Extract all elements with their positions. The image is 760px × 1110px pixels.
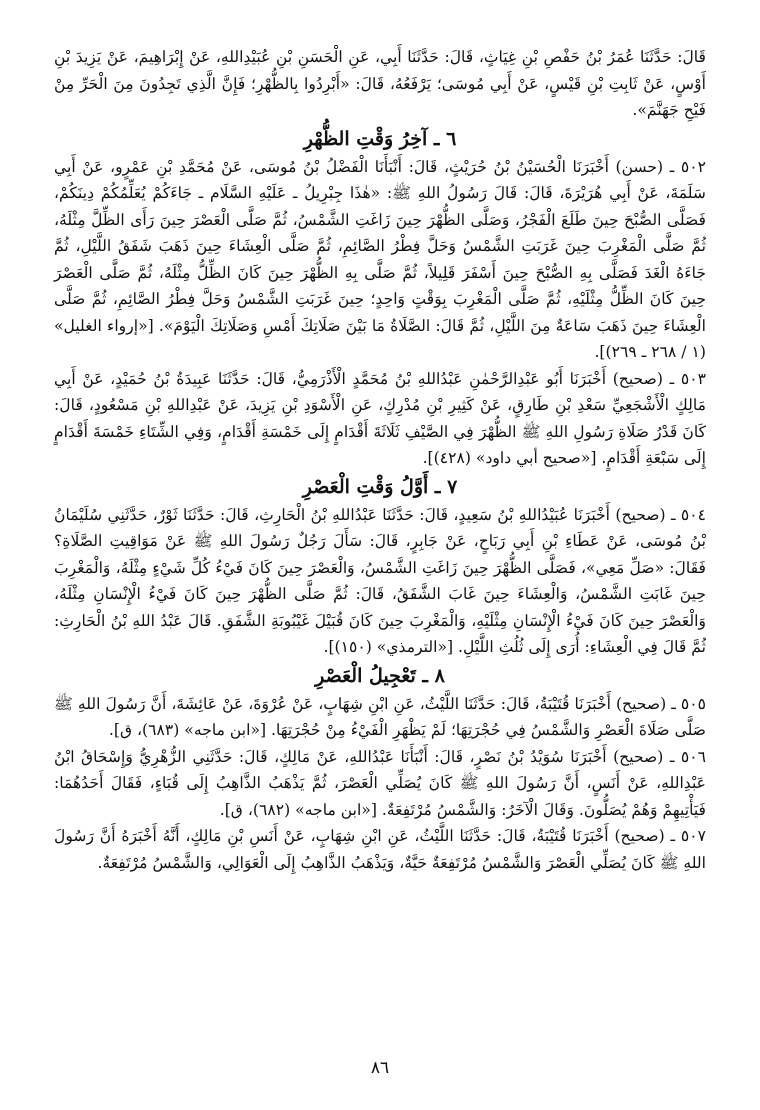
hadith-506: ٥٠٦ ـ (صحيح) أَخْبَرَنَا سُوَيْدُ بْنُ نَصْرٍ، قَالَ: أَنْبَأَنَا عَبْدُاللهِ، عَنْ مَالِكٍ، قَالَ: حَدَّثَنِي الزُّهْرِيُّ وَإِسْحَاقُ ابْنُ عَبْدِاللهِ، عَنْ أَنَسٍ، أَنَّ رَسُولَ اللهِ ﷺ كَانَ يُصَلِّي الْعَصْرَ، ثُمَّ يَذْهَبُ الذَّاهِبُ إِلَى قُبَاءٍ، فَقَالَ أَحَدُهُمَا: فَيَأْتِيهِمْ وَهُمْ يُصَلُّونَ. وَقَالَ الْآخَرُ: وَالشَّمْسُ مُرْتَفِعَةٌ. [«ابن ماجه» (٦٨٢)، ق]. [54,747,706,819]
hadith-503: ٥٠٣ ـ (صحيح) أَخْبَرَنَا أَبُو عَبْدِالرَّحْمٰنِ عَبْدُاللهِ بْنُ مُحَمَّدٍ الْأَذْرَمِيُّ، قَالَ: حَدَّثَنَا عَبِيدَةُ بْنُ حُمَيْدٍ، عَنْ أَبِي مَالِكٍ الْأَشْجَعِيِّ سَعْدِ بْنِ طَارِقٍ، عَنْ كَثِيرِ بْنِ مُدْرِكٍ، عَنِ الْأَسْوَدِ بْنِ يَزِيدَ، عَنْ عَبْدِاللهِ بْنِ مَسْعُودٍ، قَالَ: كَانَ قَدْرُ صَلَاةِ رَسُولِ اللهِ ﷺ الظُّهْرَ فِي الصَّيْفِ ثَلَاثَةَ أَقْدَامٍ إِلَى خَمْسَةِ أَقْدَامٍ، وَفِي الشِّتَاءِ خَمْسَةَ أَقْدَامٍ إِلَى سَبْعَةِ أَقْدَامٍ. [«صحيح أبي داود» (٤٢٨)]. [54,369,706,467]
paragraph-continuation: قَالَ: حَدَّثَنَا عُمَرُ بْنُ حَفْصِ بْنِ غِيَاثٍ، قَالَ: حَدَّثَنَا أَبِي، عَنِ الْحَسَنِ بْنِ عُبَيْدِاللهِ، عَنْ إِبْرَاهِيمَ، عَنْ يَزِيدَ بْنِ أَوْسٍ، عَنْ ثَابِتِ بْنِ قَيْسٍ، عَنْ أَبِي مُوسَى؛ يَرْفَعُهُ، قَالَ: «أَبْرِدُوا بِالظُّهْرِ؛ فَإِنَّ الَّذِي تَجِدُونَ مِنَ الْحَرِّ مِنْ فَيْحِ جَهَنَّمَ». [54,48,706,119]
hadith-504: ٥٠٤ ـ (صحيح) أَخْبَرَنَا عُبَيْدُاللهِ بْنُ سَعِيدٍ، قَالَ: حَدَّثَنَا عَبْدُاللهِ بْنُ الْحَارِثِ، قَالَ: حَدَّثَنَا ثَوْرٌ، حَدَّثَنِي سُلَيْمَانُ بْنُ مُوسَى، عَنْ عَطَاءِ بْنِ أَبِي رَبَاحٍ، عَنْ جَابِرٍ، قَالَ: سَأَلَ رَجُلٌ رَسُولَ اللهِ ﷺ عَنْ مَوَاقِيتِ الصَّلَاةِ؟ فَقَالَ: «صَلِّ مَعِي»، فَصَلَّى الظُّهْرَ حِينَ زَاغَتِ الشَّمْسُ، وَالْعَصْرَ حِينَ كَانَ فَيْءُ كُلِّ شَيْءٍ مِثْلَهُ، وَالْمَغْرِبَ حِينَ غَابَتِ الشَّمْسُ، وَالْعِشَاءَ حِينَ غَابَ الشَّفَقُ، قَالَ: ثُمَّ صَلَّى الظُّهْرَ حِينَ كَانَ فَيْءُ الْإِنْسَانِ مِثْلَهُ، وَالْعَصْرَ حِينَ كَانَ فَيْءُ الْإِنْسَانِ مِثْلَيْهِ، وَالْمَغْرِبَ حِينَ كَانَ قُبَيْلَ غَيْبُوبَةِ الشَّفَقِ. قَالَ عَبْدُ اللهِ بْنُ الْحَارِثِ: ثُمَّ قَالَ فِي الْعِشَاءِ: أُرَى إِلَى ثُلُثِ اللَّيْلِ. [«الترمذي» (١٥٠)]. [54,505,706,656]
hadith-505: ٥٠٥ ـ (صحيح) أَخْبَرَنَا قُتَيْبَةُ، قَالَ: حَدَّثَنَا اللَّيْثُ، عَنِ ابْنِ شِهَابٍ، عَنْ عُرْوَةَ، عَنْ عَائِشَةَ، أَنَّ رَسُولَ اللهِ ﷺ صَلَّى صَلَاةَ الْعَصْرِ وَالشَّمْسُ فِي حُجْرَتِهَا؛ لَمْ يَظْهَرِ الْفَيْءُ مِنْ حُجْرَتِهَا. [«ابن ماجه» (٦٨٣)، ق]. [54,694,706,739]
page-body [54,44,706,876]
hadith-507: ٥٠٧ ـ (صحيح) أَخْبَرَنَا قُتَيْبَةُ، قَالَ: حَدَّثَنَا اللَّيْثُ، عَنِ ابْنِ شِهَابٍ، عَنْ أَنَسِ بْنِ مَالِكٍ، أَنَّهُ أَخْبَرَهُ أَنَّ رَسُولَ اللهِ ﷺ كَانَ يُصَلِّي الْعَصْرَ وَالشَّمْسُ مُرْتَفِعَةٌ حَيَّةٌ، وَيَذْهَبُ الذَّاهِبُ إِلَى الْعَوَالِي، وَالشَّمْسُ مُرْتَفِعَةٌ. [54,827,706,872]
page-number: ٨٦ [370,1058,390,1078]
hadith-502: ٥٠٢ ـ (حسن) أَخْبَرَنَا الْحُسَيْنُ بْنُ حُرَيْثٍ، قَالَ: أَنْبَأَنَا الْفَضْلُ بْنُ مُوسَى، عَنْ مُحَمَّدِ بْنِ عَمْرٍو، عَنْ أَبِي سَلَمَةَ، عَنْ أَبِي هُرَيْرَةَ، قَالَ: قَالَ رَسُولُ اللهِ ﷺ: «هٰذَا جِبْرِيلُ ـ عَلَيْهِ السَّلَام ـ جَاءَكُمْ يُعَلِّمُكُمْ دِينَكُمْ، فَصَلَّى الصُّبْحَ حِينَ طَلَعَ الْفَجْرُ، وَصَلَّى الظُّهْرَ حِينَ زَاغَتِ الشَّمْسُ، ثُمَّ صَلَّى الْعَصْرَ حِينَ رَأَى الظِّلَّ مِثْلَهُ، ثُمَّ صَلَّى الْمَغْرِبَ حِينَ غَرَبَتِ الشَّمْسُ وَحَلَّ فِطْرُ الصَّائِمِ، ثُمَّ صَلَّى الْعِشَاءَ حِينَ ذَهَبَ شَفَقُ اللَّيْلِ، ثُمَّ جَاءَهُ الْغَدَ فَصَلَّى بِهِ الصُّبْحَ حِينَ أَسْفَرَ قَلِيلاً، ثُمَّ صَلَّى بِهِ الظُّهْرَ حِينَ كَانَ الظِّلُّ مِثْلَهُ، ثُمَّ صَلَّى الْعَصْرَ حِينَ كَانَ الظِّلُّ مِثْلَيْهِ، ثُمَّ صَلَّى الْمَغْرِبَ بِوَقْتٍ وَاحِدٍ؛ حِينَ غَرَبَتِ الشَّمْسُ وَحَلَّ فِطْرُ الصَّائِمِ، ثُمَّ صَلَّى الْعِشَاءَ حِينَ ذَهَبَ سَاعَةٌ مِنَ اللَّيْلِ، ثُمَّ قَالَ: الصَّلَاةُ مَا بَيْنَ صَلَاتِكَ أَمْسِ وَصَلَاتِكَ الْيَوْمَ». [«إرواء الغليل» (١ / ٢٦٨ ـ ٢٦٩)]. [54,157,706,361]
section-heading-6: ٦ ـ آخِرُ وَقْتِ الظُّهْرِ [303,127,457,150]
section-heading-8: ٨ ـ تَعْجِيلُ الْعَصْرِ [315,664,445,687]
section-heading-7: ٧ ـ أَوَّلُ وَقْتِ الْعَصْرِ [302,475,458,498]
